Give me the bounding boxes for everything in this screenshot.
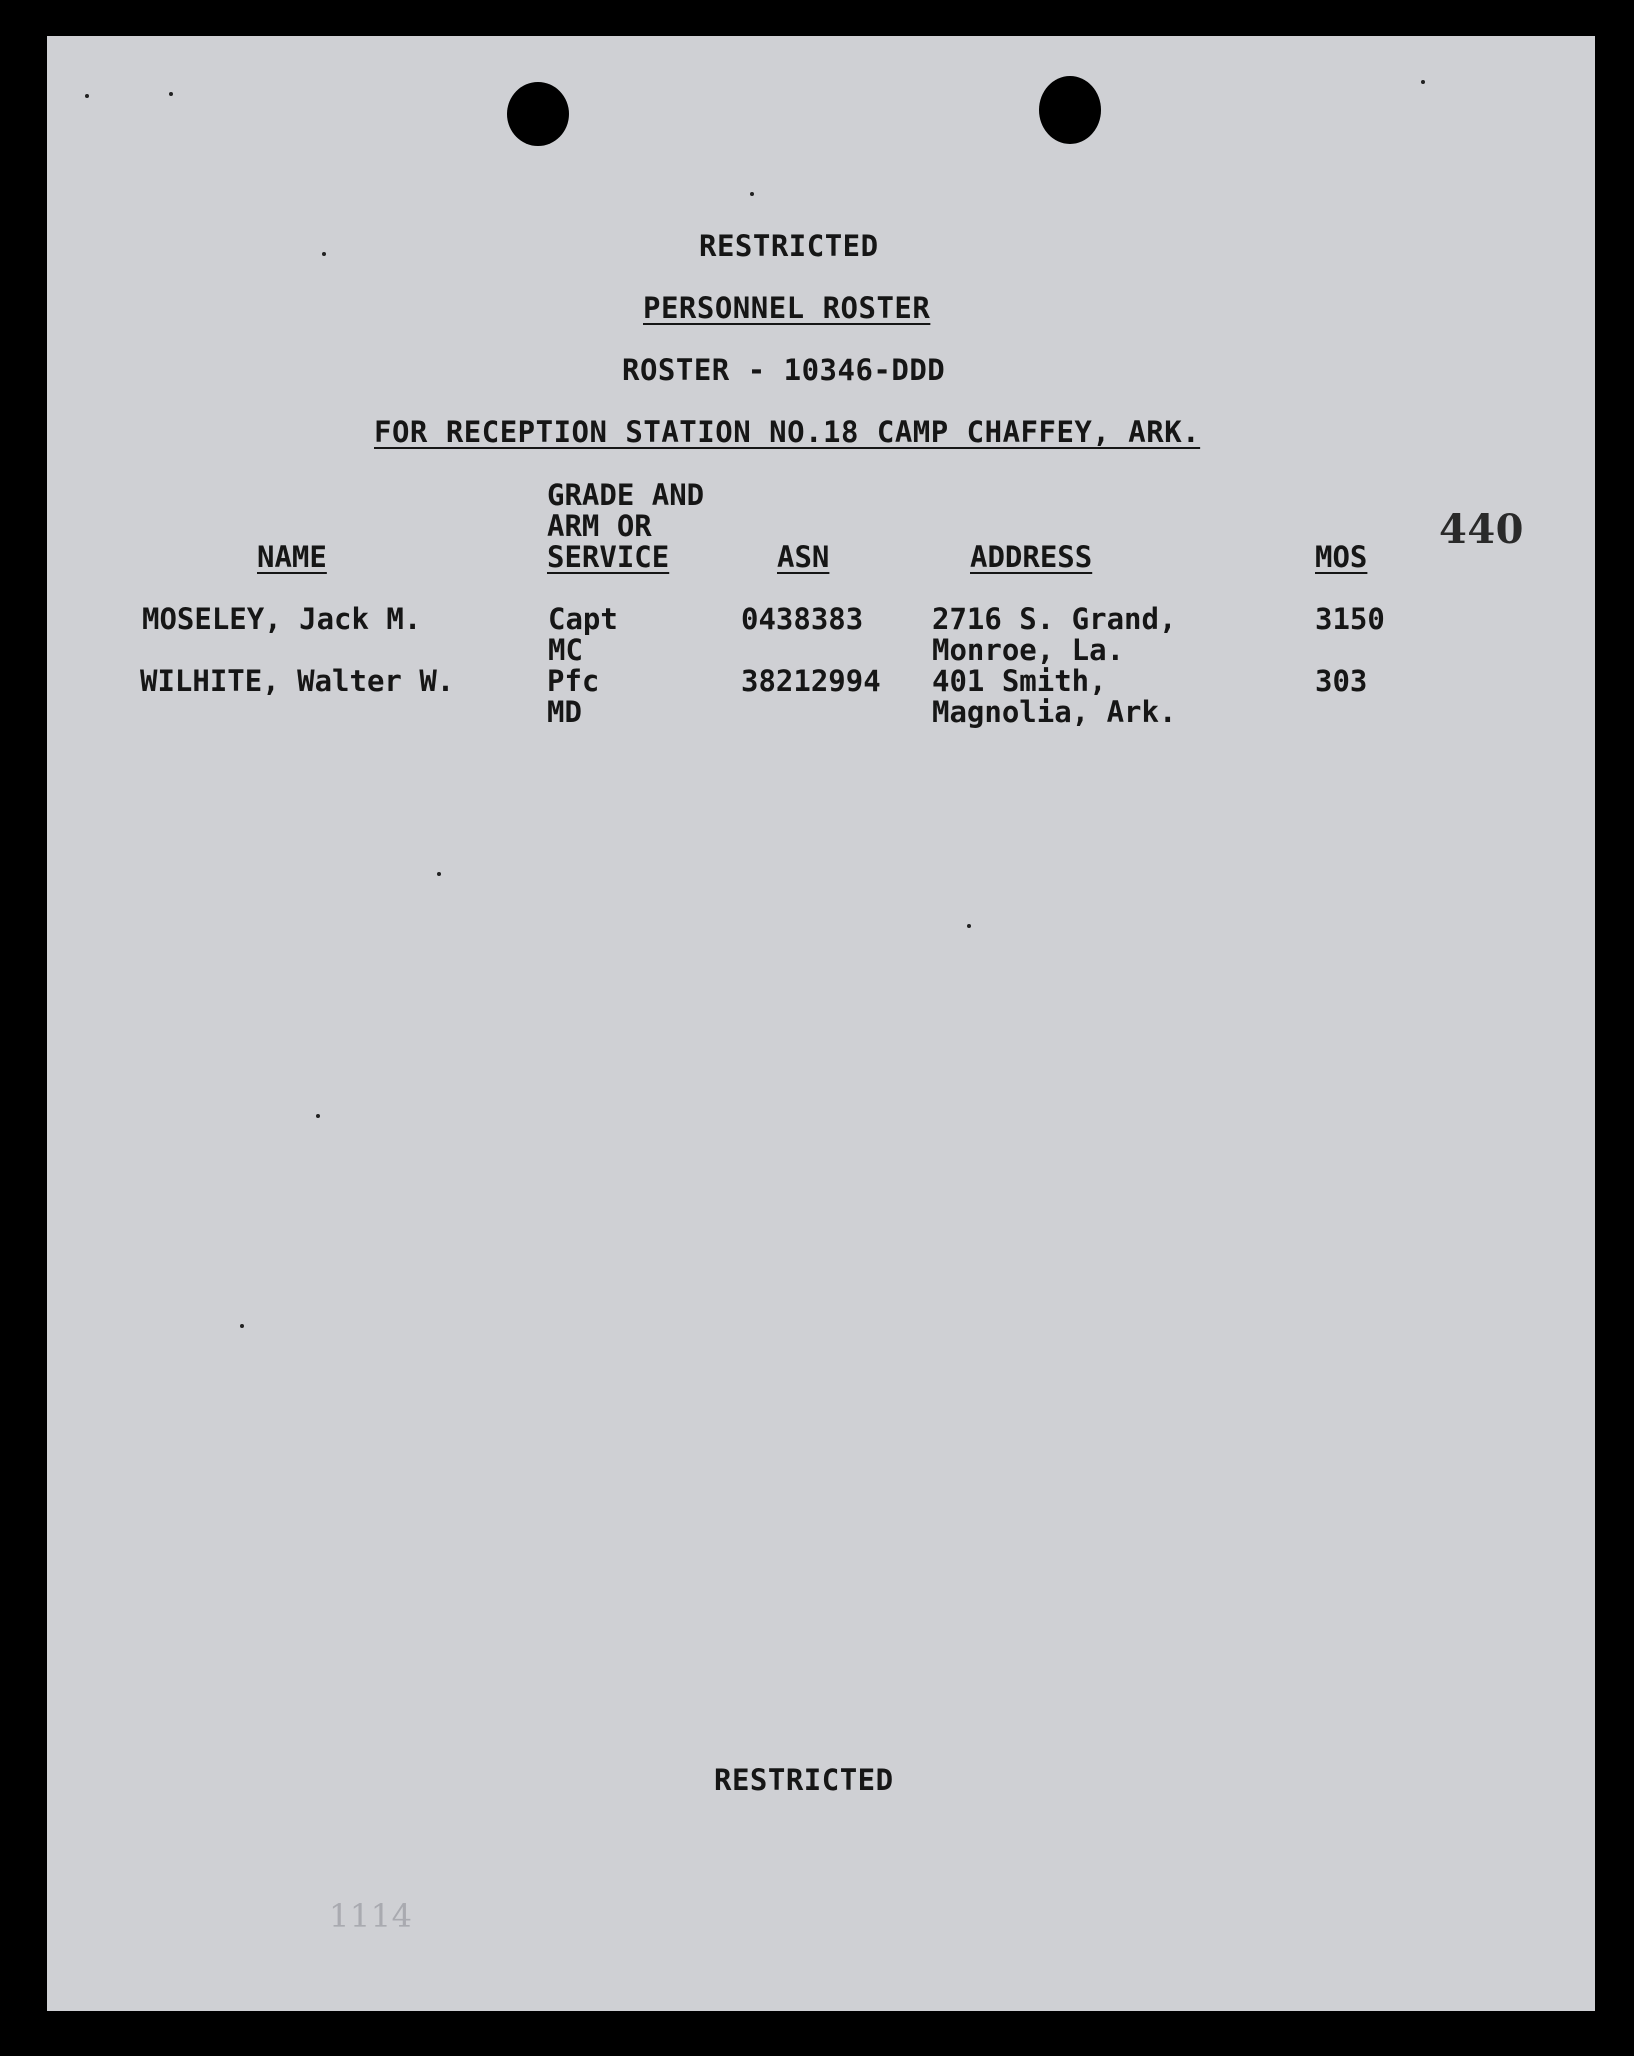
grade-header-line-2: ARM OR — [547, 509, 652, 543]
row-2-name: WILHITE, Walter W. — [140, 664, 455, 698]
classification-top: RESTRICTED — [699, 229, 879, 263]
row-2-grade-service: MD — [547, 695, 582, 729]
speck — [85, 94, 89, 98]
classification-bottom: RESTRICTED — [714, 1763, 894, 1797]
speck — [967, 924, 971, 928]
row-2-address-line-1: 401 Smith, — [932, 664, 1107, 698]
speck — [322, 252, 326, 256]
row-1-name: MOSELEY, Jack M. — [142, 602, 422, 636]
row-1-address-line-2: Monroe, La. — [932, 633, 1125, 667]
speck — [240, 1324, 244, 1328]
row-2-mos: 303 — [1315, 664, 1368, 698]
roster-number: ROSTER - 10346-DDD — [622, 353, 946, 387]
punch-hole-right — [1039, 76, 1101, 144]
grade-header-line-1: GRADE AND — [547, 478, 705, 512]
column-header-name: NAME — [257, 540, 327, 574]
column-header-asn: ASN — [777, 540, 830, 574]
grade-header-line-3: SERVICE — [547, 540, 670, 574]
speck — [316, 1114, 320, 1118]
row-1-grade — [548, 604, 618, 666]
station-line: FOR RECEPTION STATION NO.18 CAMP CHAFFEY, ARK. — [374, 415, 1201, 449]
row-1-grade-service: MC — [548, 633, 583, 667]
row-2-asn: 38212994 — [741, 664, 881, 698]
column-header-mos: MOS — [1315, 540, 1368, 574]
document-page — [47, 36, 1595, 2011]
row-2-address-line-2: Magnolia, Ark. — [932, 695, 1177, 729]
page-stamp: 440 — [1439, 506, 1524, 553]
column-header-address: ADDRESS — [970, 540, 1093, 574]
row-2-grade-rank: Pfc — [547, 664, 600, 698]
speck — [169, 92, 173, 96]
row-2-address — [932, 666, 1176, 728]
punch-hole-left — [507, 82, 569, 146]
column-header-grade — [547, 480, 704, 573]
row-2-grade — [547, 666, 599, 728]
row-1-address-line-1: 2716 S. Grand, — [932, 602, 1177, 636]
faint-page-mark: 1114 — [329, 1897, 413, 1935]
speck — [1421, 80, 1425, 84]
row-1-asn: 0438383 — [741, 602, 864, 636]
speck — [437, 872, 441, 876]
speck — [750, 192, 754, 196]
row-1-mos: 3150 — [1315, 602, 1385, 636]
row-1-address — [932, 604, 1176, 666]
row-1-grade-rank: Capt — [548, 602, 618, 636]
document-title: PERSONNEL ROSTER — [643, 291, 931, 325]
